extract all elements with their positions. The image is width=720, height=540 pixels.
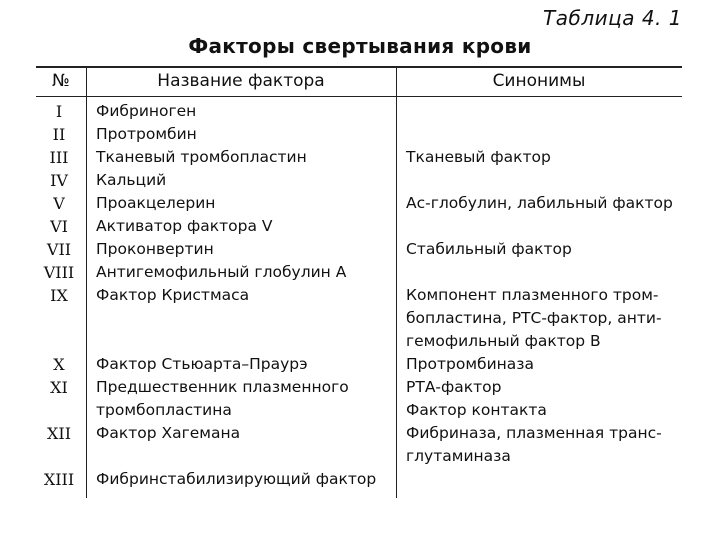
factor-name-line: Фактор Кристмаса: [96, 286, 250, 304]
factor-number: XII: [46, 424, 72, 443]
factor-number: VIII: [43, 263, 75, 282]
synonym-line: Стабильный фактор: [406, 240, 572, 258]
factor-name-line: Протромбин: [96, 125, 197, 143]
factor-name-line: Антигемофильный глобулин А: [96, 263, 347, 281]
factor-name-line: Активатор фактора V: [96, 217, 273, 235]
factor-synonyms: [406, 422, 680, 468]
factor-name-line: Проконвертин: [96, 240, 214, 258]
factor-synonyms: [406, 353, 680, 376]
factor-name-line: Фибринстабилизирующий фактор: [96, 470, 377, 488]
factor-number: V: [53, 194, 65, 213]
table-row: [36, 422, 682, 468]
synonym-line: РТА-фактор: [406, 378, 502, 396]
table-row: [36, 468, 682, 491]
factor-name-line: Тканевый тромбопластин: [96, 148, 307, 166]
factor-number: XI: [50, 378, 68, 397]
factor-synonyms: [406, 146, 680, 169]
factor-name: [96, 284, 394, 307]
synonym-line: Тканевый фактор: [406, 148, 551, 166]
synonym-line: Фактор контакта: [406, 401, 547, 419]
header-number: №: [52, 71, 70, 91]
factor-number: IX: [50, 286, 68, 305]
factor-name-line: Фактор Стьюарта–Праурэ: [96, 355, 308, 373]
table-row: [36, 215, 682, 238]
factor-synonyms: [406, 376, 680, 422]
header-synonyms: Синонимы: [492, 71, 586, 91]
table-row: [36, 146, 682, 169]
factor-synonyms: [406, 284, 680, 353]
factor-name: [96, 261, 394, 284]
synonym-line: Фибриназа, плазменная транс-: [406, 424, 662, 442]
table-row: [36, 100, 682, 123]
factor-name-line: Фибриноген: [96, 102, 197, 120]
factor-number: X: [53, 355, 65, 374]
factor-number: I: [55, 102, 63, 121]
factor-name-line: Кальций: [96, 171, 167, 189]
table-row: [36, 353, 682, 376]
factor-name-line: Фактор Хагемана: [96, 424, 241, 442]
factor-name: [96, 146, 394, 169]
table-row: [36, 261, 682, 284]
factor-name: [96, 215, 394, 238]
factor-number: IV: [50, 171, 68, 190]
factor-name: [96, 100, 394, 123]
table-row: [36, 376, 682, 422]
factor-name-line: Проакцелерин: [96, 194, 216, 212]
synonym-line: бопластина, РТС-фактор, анти-: [406, 309, 662, 327]
factor-number: XIII: [43, 470, 75, 489]
table-row: [36, 123, 682, 146]
header-factor-name: Название фактора: [157, 71, 325, 91]
factor-number: VII: [46, 240, 72, 259]
synonym-line: Протромбиназа: [406, 355, 535, 373]
header-bottom-rule: [36, 96, 682, 97]
factor-name-line: тромбопластина: [96, 401, 232, 419]
factor-name: [96, 123, 394, 146]
table-row: [36, 238, 682, 261]
table-number-label: Таблица 4. 1: [543, 6, 682, 30]
factor-name: [96, 238, 394, 261]
factor-name: [96, 169, 394, 192]
factor-name: [96, 353, 394, 376]
factor-name: [96, 422, 394, 445]
coagulation-factors-table: [36, 66, 682, 498]
factor-name: [96, 376, 394, 422]
factor-number: VI: [50, 217, 68, 236]
synonym-line: глутаминаза: [406, 447, 511, 465]
factor-name-line: Предшественник плазменного: [96, 378, 349, 396]
synonym-line: Ас-глобулин, лабильный фактор: [406, 194, 673, 212]
factor-name: [96, 468, 394, 491]
table-row: [36, 284, 682, 353]
synonym-line: Компонент плазменного тром-: [406, 286, 659, 304]
factor-number: III: [49, 148, 69, 167]
table-row: [36, 192, 682, 215]
table-row: [36, 169, 682, 192]
factor-synonyms: [406, 192, 680, 215]
factor-name: [96, 192, 394, 215]
factor-synonyms: [406, 238, 680, 261]
table-title: Факторы свертывания крови: [188, 34, 532, 58]
synonym-line: гемофильный фактор В: [406, 332, 601, 350]
factor-number: II: [52, 125, 66, 144]
